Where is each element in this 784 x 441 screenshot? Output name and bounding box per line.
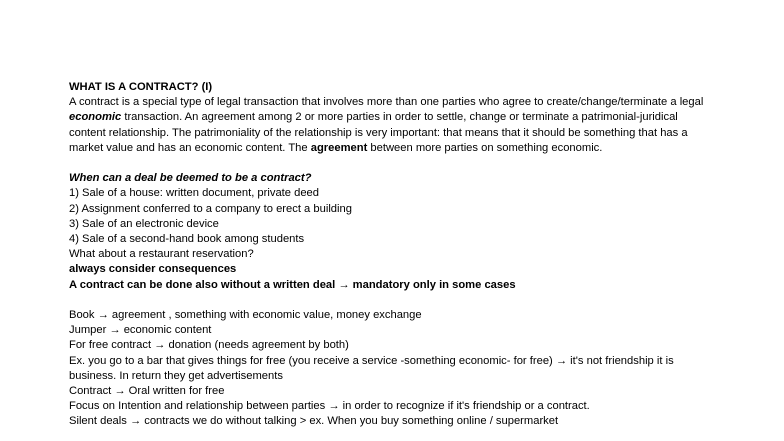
intro-text-3: between more parties on something economic. [367, 141, 603, 154]
note-line-5: Contract → Oral written for free [69, 385, 225, 398]
note-line-6: Focus on Intention and relationship between parties → in order to recognize if it's friendship or a contract. [69, 400, 590, 413]
note-line-7: Silent deals → contracts we do without talking > ex. When you buy something online / supermarket [69, 415, 559, 428]
section-heading: WHAT IS A CONTRACT? (I) [69, 81, 213, 93]
intro-emphasis-agreement: agreement [310, 141, 368, 154]
question-heading: When can a deal be deemed to be a contract? [69, 172, 312, 185]
document-body [69, 80, 709, 430]
consider-note: always consider consequences [69, 263, 237, 276]
no-written-note: A contract can be done also without a written deal → mandatory only in some cases [69, 278, 516, 291]
intro-emphasis-economic: economic [69, 111, 122, 124]
blank-line [69, 156, 709, 171]
intro-paragraph [69, 95, 709, 156]
note-line-1: Book → agreement , something with economic value, money exchange [69, 309, 422, 322]
note-line-3: For free contract → donation (needs agreement by both) [69, 339, 349, 352]
note-line-2: Jumper → economic content [69, 324, 212, 337]
blank-line [69, 293, 709, 308]
example-question: What about a restaurant reservation? [69, 248, 254, 261]
example-item-2: 2) Assignment conferred to a company to erect a building [69, 202, 352, 215]
example-item-3: 3) Sale of an electronic device [69, 217, 219, 230]
intro-text-1: A contract is a special type of legal transaction that involves more than one parties who agree to create/change/terminate a legal [69, 96, 704, 109]
intro-text-2: transaction. An agreement among 2 or more parties in order to settle, change or terminate a patrimonial-juridical content relationship. The patrimoniality of the relationship is very important: that means that it should be something that has a market value and has an economic content. The [69, 111, 688, 154]
example-item-1: 1) Sale of a house: written document, private deed [69, 187, 320, 200]
example-item-4: 4) Sale of a second-hand book among students [69, 233, 305, 246]
note-line-4: Ex. you go to a bar that gives things for free (you receive a service -something economic- for free) → it's not friendship it is business. In return they get advertisements [69, 354, 674, 382]
